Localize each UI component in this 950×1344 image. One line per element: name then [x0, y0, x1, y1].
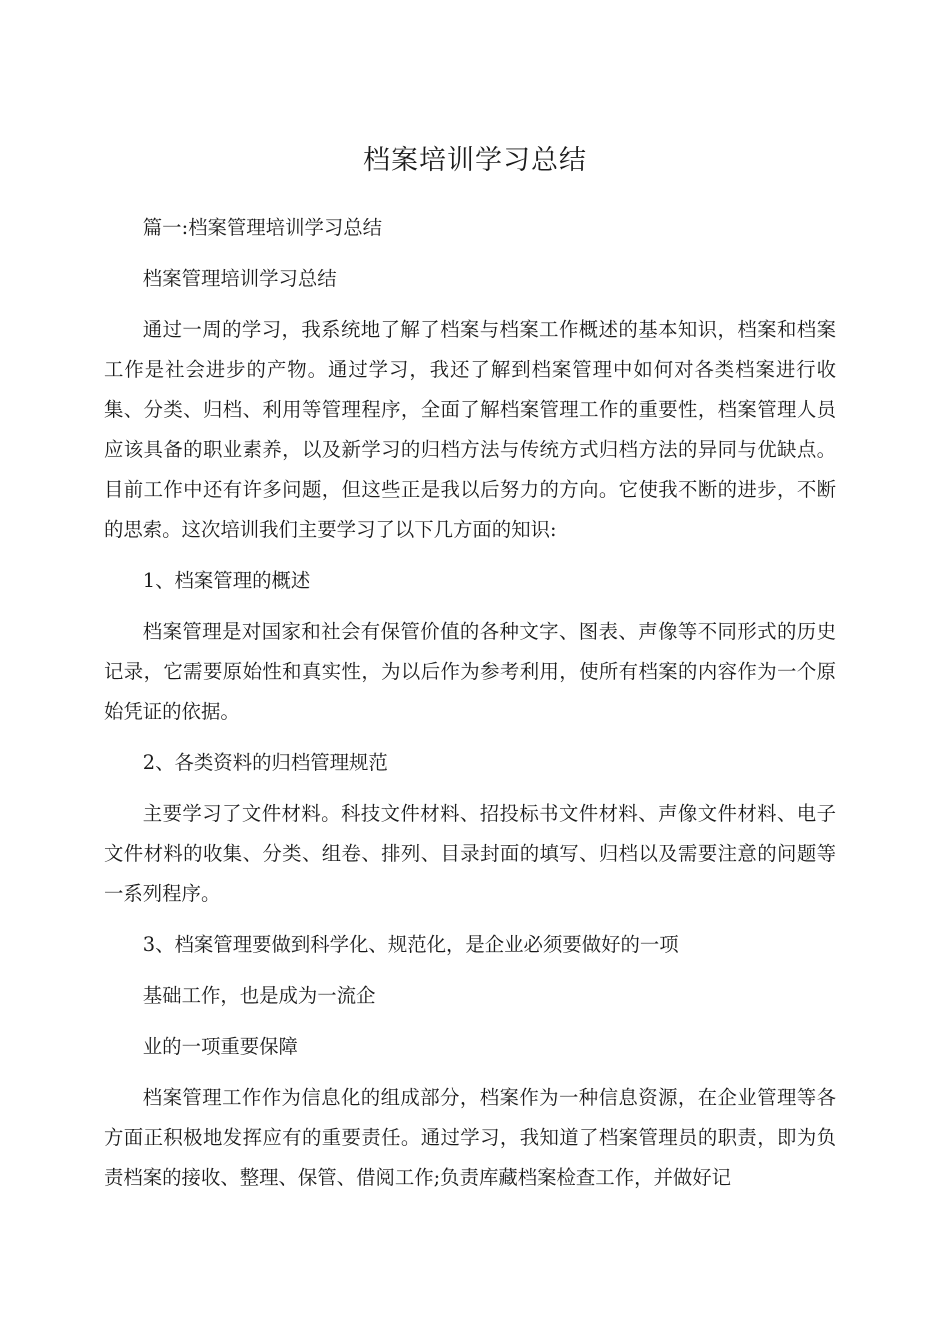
- paragraph-section-1-heading: 1、档案管理的概述: [142, 569, 311, 592]
- paragraph-chapter-heading: 篇一:档案管理培训学习总结: [142, 216, 383, 239]
- document-title: 档案培训学习总结: [363, 145, 587, 176]
- paragraph-section-3-heading: 3、档案管理要做到科学化、规范化，是企业必须要做好的一项: [142, 933, 679, 956]
- paragraph-section-3-body: 档案管理工作作为信息化的组成部分，档案作为一种信息资源，在企业管理等各方面正积极地发挥应有的重要责任。通过学习，我知道了档案管理员的职责，即为负责档案的接收、整理、保管、借阅工作;负责库藏档案检查工作，并做好记: [104, 1086, 836, 1189]
- paragraph-subtitle: 档案管理培训学习总结: [142, 267, 337, 290]
- paragraph-intro: 通过一周的学习，我系统地了解了档案与档案工作概述的基本知识，档案和档案工作是社会进步的产物。通过学习，我还了解到档案管理中如何对各类档案进行收集、分类、归档、利用等管理程序，全面了解档案管理工作的重要性，档案管理人员应该具备的职业素养，以及新学习的归档方法与传统方式归档方法的异同与优缺点。目前工作中还有许多问题，但这些正是我以后努力的方向。它使我不断的进步，不断的思索。这次培训我们主要学习了以下几方面的知识:: [104, 318, 836, 541]
- paragraph-section-3-heading-cont-1: 基础工作，也是成为一流企: [142, 984, 376, 1007]
- paragraph-section-1-body: 档案管理是对国家和社会有保管价值的各种文字、图表、声像等不同形式的历史记录，它需要原始性和真实性，为以后作为参考利用，使所有档案的内容作为一个原始凭证的依据。: [104, 620, 836, 723]
- paragraph-section-2-heading: 2、各类资料的归档管理规范: [142, 751, 388, 774]
- paragraph-section-2-body: 主要学习了文件材料。科技文件材料、招投标书文件材料、声像文件材料、电子文件材料的收集、分类、组卷、排列、目录封面的填写、归档以及需要注意的问题等一系列程序。: [104, 802, 836, 905]
- document-body: [104, 208, 836, 1209]
- paragraph-section-3-heading-cont-2: 业的一项重要保障: [142, 1035, 298, 1058]
